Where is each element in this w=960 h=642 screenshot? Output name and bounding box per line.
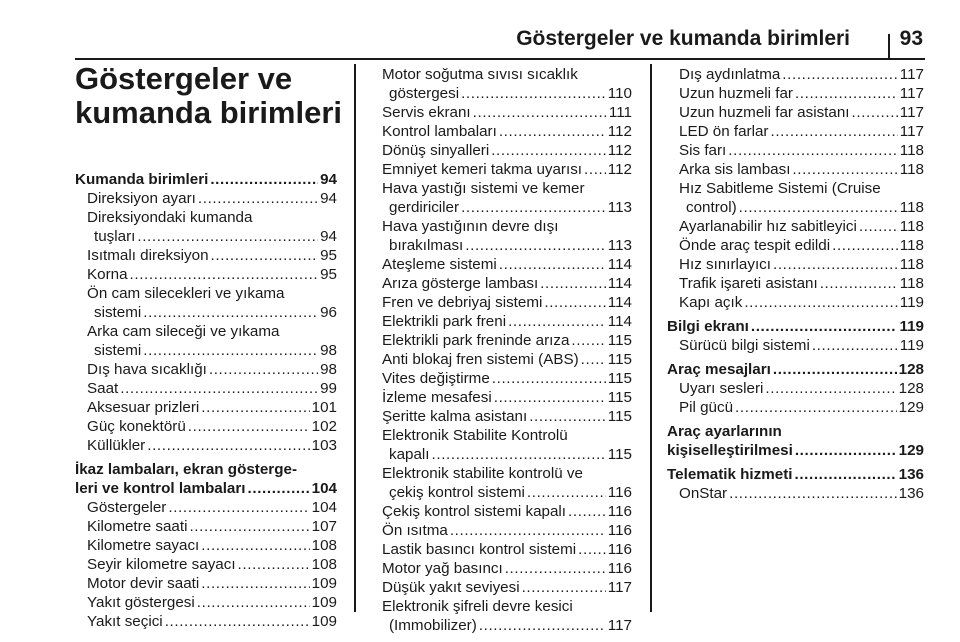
- toc-page-number: 136: [898, 466, 924, 483]
- toc-entry[interactable]: [370, 293, 632, 312]
- toc-page-number: 95: [320, 247, 337, 264]
- toc-entry[interactable]: [370, 578, 632, 597]
- toc-entry-text: Anti blokaj fren sistemi (ABS): [382, 351, 579, 368]
- toc-entry[interactable]: [370, 369, 632, 388]
- toc-entry-text-line1: İkaz lambaları, ekran gösterge-: [75, 461, 297, 478]
- toc-entry[interactable]: [75, 517, 337, 536]
- dot-leader: [432, 445, 606, 464]
- dot-leader: [168, 498, 309, 517]
- toc-entry-text: çekiş kontrol sistemi: [389, 484, 525, 501]
- toc-entry[interactable]: [370, 122, 632, 141]
- toc-entry-text: Göstergeler: [87, 499, 167, 516]
- dot-leader: [120, 379, 318, 398]
- toc-entry-text: Uyarı sesleri: [679, 380, 764, 397]
- toc-page-number: 95: [320, 266, 337, 283]
- toc-page-number: 113: [607, 237, 632, 254]
- toc-entry-text: Ateşleme sistemi: [382, 256, 497, 273]
- toc-page-number: 114: [607, 275, 632, 292]
- page-number: 93: [899, 27, 923, 50]
- toc-entry[interactable]: [667, 336, 924, 355]
- toc-entry[interactable]: [75, 208, 337, 246]
- toc-entry-text: Trafik işareti asistanı: [679, 275, 818, 292]
- toc-entry-text-line1: Motor soğutma sıvısı sıcaklık: [382, 66, 578, 83]
- toc-page-number: 115: [607, 408, 632, 425]
- toc-entry-text: Servis ekranı: [382, 104, 471, 121]
- toc-entry-text-line1: Ön cam silecekleri ve yıkama: [87, 285, 285, 302]
- toc-entry-text: Korna: [87, 266, 128, 283]
- toc-entry-text: Yakıt seçici: [87, 613, 163, 630]
- dot-leader: [581, 350, 606, 369]
- toc-entry-text: Kumanda birimleri: [75, 171, 209, 188]
- dot-leader: [544, 293, 605, 312]
- dot-leader: [165, 612, 310, 631]
- toc-entry-text: Kilometre saati: [87, 518, 188, 535]
- toc-entry[interactable]: [667, 379, 924, 398]
- toc-entry-text: Motor devir saati: [87, 575, 200, 592]
- toc-entry[interactable]: [370, 160, 632, 179]
- toc-entry[interactable]: [667, 484, 924, 503]
- dot-leader: [238, 555, 310, 574]
- toc-page-number: 115: [607, 370, 632, 387]
- column-divider-2: [650, 64, 652, 612]
- dot-leader: [211, 246, 319, 265]
- toc-entry-text: Ön ısıtma: [382, 522, 448, 539]
- toc-page-number: 116: [607, 522, 632, 539]
- toc-entry[interactable]: [75, 498, 337, 517]
- toc-entry[interactable]: [667, 160, 924, 179]
- toc-entry-text: göstergesi: [389, 85, 460, 102]
- toc-entry-text: Motor yağ basıncı: [382, 560, 503, 577]
- toc-page-number: 103: [311, 437, 337, 454]
- toc-entry[interactable]: [370, 464, 632, 502]
- toc-entry[interactable]: [667, 317, 924, 336]
- toc-entry-text: control): [686, 199, 737, 216]
- toc-page-number: 136: [898, 485, 924, 502]
- toc-page-number: 94: [320, 228, 337, 245]
- toc-page-number: 110: [607, 85, 632, 102]
- dot-leader: [492, 369, 606, 388]
- toc-page-number: 117: [899, 104, 924, 121]
- dot-leader: [450, 521, 606, 540]
- toc-entry[interactable]: [667, 236, 924, 255]
- dot-leader: [770, 122, 897, 141]
- toc-entry[interactable]: [75, 189, 337, 208]
- toc-entry-text: Fren ve debriyaj sistemi: [382, 294, 543, 311]
- dot-leader: [729, 484, 897, 503]
- dot-leader: [820, 274, 898, 293]
- toc-entry-text: Isıtmalı direksiyon: [87, 247, 209, 264]
- toc-entry-text: Ayarlanabilir hız sabitleyici: [679, 218, 857, 235]
- toc-page-number: 118: [899, 142, 924, 159]
- toc-entry-text: bırakılması: [389, 237, 464, 254]
- toc-page-number: 119: [899, 294, 924, 311]
- dot-leader: [130, 265, 319, 284]
- toc-entry[interactable]: [370, 502, 632, 521]
- toc-entry-text: Saat: [87, 380, 119, 397]
- toc-entry[interactable]: [75, 360, 337, 379]
- toc-page-number: 108: [311, 556, 337, 573]
- toc-page-number: 118: [899, 275, 924, 292]
- toc-entry[interactable]: [667, 465, 924, 484]
- toc-entry[interactable]: [75, 574, 337, 593]
- toc-entry-text: Önde araç tespit edildi: [679, 237, 831, 254]
- toc-entry-text: Kontrol lambaları: [382, 123, 497, 140]
- toc-entry-text: Sürücü bilgi sistemi: [679, 337, 810, 354]
- toc-entry[interactable]: [370, 141, 632, 160]
- dot-leader: [209, 360, 318, 379]
- toc-entry-text: Seyir kilometre sayacı: [87, 556, 236, 573]
- toc-entry-text-line1: Araç ayarlarının: [667, 423, 782, 440]
- dot-leader: [137, 227, 318, 246]
- dot-leader: [143, 341, 318, 360]
- toc-entry[interactable]: [667, 217, 924, 236]
- toc-entry-text: İzleme mesafesi: [382, 389, 492, 406]
- toc-entry-text-line1: Hız Sabitleme Sistemi (Cruise: [679, 180, 881, 197]
- toc-entry-text: Şeritte kalma asistanı: [382, 408, 528, 425]
- dot-leader: [197, 593, 310, 612]
- toc-page-number: 119: [899, 337, 924, 354]
- dot-leader: [248, 479, 310, 498]
- dot-leader: [461, 198, 606, 217]
- toc-entry[interactable]: [370, 350, 632, 369]
- dot-leader: [571, 331, 605, 350]
- dot-leader: [739, 198, 898, 217]
- toc-entry[interactable]: [75, 436, 337, 455]
- toc-page-number: 113: [607, 199, 632, 216]
- toc-list-2: [370, 65, 632, 635]
- dot-leader: [508, 312, 606, 331]
- toc-page-number: 115: [607, 389, 632, 406]
- toc-page-number: 109: [311, 594, 337, 611]
- toc-entry[interactable]: [75, 593, 337, 612]
- toc-entry-text: Araç mesajları: [667, 361, 771, 378]
- dot-leader: [773, 255, 898, 274]
- page-header: [0, 0, 960, 60]
- toc-entry-text: Emniyet kemeri takma uyarısı: [382, 161, 583, 178]
- dot-leader: [461, 84, 606, 103]
- toc-entry[interactable]: [370, 559, 632, 578]
- toc-entry[interactable]: [667, 65, 924, 84]
- dot-leader: [494, 388, 606, 407]
- toc-page-number: 116: [607, 484, 632, 501]
- toc-entry-text: Güç konektörü: [87, 418, 186, 435]
- toc-entry[interactable]: [667, 84, 924, 103]
- toc-page-number: 115: [607, 332, 632, 349]
- dot-leader: [529, 407, 606, 426]
- toc-entry[interactable]: [370, 65, 632, 103]
- toc-entry[interactable]: [667, 141, 924, 160]
- toc-entry[interactable]: [667, 422, 924, 460]
- dot-leader: [473, 103, 607, 122]
- toc-list-1: [75, 170, 337, 631]
- toc-page-number: 108: [311, 537, 337, 554]
- toc-page-number: 128: [898, 380, 924, 397]
- toc-entry-text: Uzun huzmeli far: [679, 85, 793, 102]
- dot-leader: [540, 274, 606, 293]
- toc-entry-text: Vites değiştirme: [382, 370, 490, 387]
- dot-leader: [147, 436, 309, 455]
- toc-entry[interactable]: [370, 426, 632, 464]
- toc-entry-text: Arıza gösterge lambası: [382, 275, 539, 292]
- toc-page-number: 119: [899, 318, 924, 335]
- toc-page-number: 117: [899, 85, 924, 102]
- toc-entry-text: Yakıt göstergesi: [87, 594, 195, 611]
- dot-leader: [584, 160, 606, 179]
- toc-entry-text: Direksiyon ayarı: [87, 190, 196, 207]
- toc-entry[interactable]: [370, 540, 632, 559]
- toc-entry[interactable]: [667, 179, 924, 217]
- dot-leader: [795, 441, 897, 460]
- toc-entry[interactable]: [75, 398, 337, 417]
- toc-entry[interactable]: [370, 274, 632, 293]
- toc-entry[interactable]: [370, 597, 632, 635]
- chapter-title-line1: Göstergeler ve: [75, 61, 293, 96]
- toc-entry-text-line1: Arka cam sileceği ve yıkama: [87, 323, 280, 340]
- toc-page-number: 107: [311, 518, 337, 535]
- dot-leader: [578, 540, 606, 559]
- dot-leader: [568, 502, 606, 521]
- toc-entry-text-line1: Hava yastığı sistemi ve kemer: [382, 180, 585, 197]
- toc-entry-text: Bilgi ekranı: [667, 318, 749, 335]
- toc-page-number: 128: [898, 361, 924, 378]
- toc-entry-text: gerdiriciler: [389, 199, 460, 216]
- dot-leader: [744, 293, 897, 312]
- toc-entry-text: Arka sis lambası: [679, 161, 791, 178]
- toc-list-3: [667, 65, 924, 503]
- toc-page-number: 114: [607, 313, 632, 330]
- toc-entry[interactable]: [75, 555, 337, 574]
- toc-page-number: 98: [320, 361, 337, 378]
- dot-leader: [859, 217, 898, 236]
- toc-entry[interactable]: [75, 460, 337, 498]
- toc-entry-text-line1: Direksiyondaki kumanda: [87, 209, 253, 226]
- toc-page-number: 118: [899, 161, 924, 178]
- toc-entry-text: Dış hava sıcaklığı: [87, 361, 207, 378]
- toc-page-number: 104: [311, 499, 337, 516]
- toc-page-number: 94: [320, 171, 337, 188]
- dot-leader: [812, 336, 898, 355]
- toc-entry[interactable]: [370, 312, 632, 331]
- dot-leader: [479, 616, 606, 635]
- dot-leader: [832, 236, 898, 255]
- dot-leader: [773, 360, 897, 379]
- toc-entry[interactable]: [75, 417, 337, 436]
- toc-entry-text: Küllükler: [87, 437, 146, 454]
- toc-entry-text: Hız sınırlayıcı: [679, 256, 771, 273]
- toc-page-number: 115: [607, 351, 632, 368]
- toc-entry-text: Kilometre sayacı: [87, 537, 200, 554]
- toc-page-number: 114: [607, 294, 632, 311]
- toc-page-number: 101: [311, 399, 337, 416]
- toc-entry[interactable]: [667, 122, 924, 141]
- header-title: Göstergeler ve kumanda birimleri: [516, 27, 850, 50]
- dot-leader: [189, 517, 309, 536]
- toc-entry-text: OnStar: [679, 485, 728, 502]
- toc-page-number: 114: [607, 256, 632, 273]
- toc-page-number: 96: [320, 304, 337, 321]
- toc-entry-text: Dönüş sinyalleri: [382, 142, 490, 159]
- toc-page-number: 102: [311, 418, 337, 435]
- dot-leader: [491, 141, 606, 160]
- toc-entry-text: Elektrikli park freni: [382, 313, 507, 330]
- toc-entry[interactable]: [75, 612, 337, 631]
- toc-entry-text: tuşları: [94, 228, 136, 245]
- toc-entry-text: Aksesuar prizleri: [87, 399, 200, 416]
- chapter-title-line2: kumanda birimleri: [75, 95, 343, 130]
- toc-entry-text: Lastik basıncı kontrol sistemi: [382, 541, 577, 558]
- dot-leader: [522, 578, 606, 597]
- dot-leader: [852, 103, 898, 122]
- toc-page-number: 99: [320, 380, 337, 397]
- toc-page-number: 109: [311, 613, 337, 630]
- toc-entry[interactable]: [75, 246, 337, 265]
- toc-page-number: 118: [899, 237, 924, 254]
- toc-entry[interactable]: [75, 265, 337, 284]
- toc-entry-text: LED ön farlar: [679, 123, 769, 140]
- toc-entry[interactable]: [667, 398, 924, 417]
- chapter-title: [75, 62, 345, 130]
- toc-page-number: 118: [899, 199, 924, 216]
- toc-page-number: 109: [311, 575, 337, 592]
- toc-page-number: 118: [899, 218, 924, 235]
- dot-leader: [728, 141, 898, 160]
- toc-entry[interactable]: [370, 521, 632, 540]
- toc-page-number: 117: [607, 617, 632, 634]
- toc-entry[interactable]: [75, 536, 337, 555]
- toc-entry[interactable]: [667, 360, 924, 379]
- dot-leader: [210, 170, 318, 189]
- toc-entry-text: Çekiş kontrol sistemi kapalı: [382, 503, 567, 520]
- toc-entry-text: Sis farı: [679, 142, 727, 159]
- dot-leader: [143, 303, 318, 322]
- dot-leader: [765, 379, 896, 398]
- toc-page-number: 129: [898, 442, 924, 459]
- toc-entry-text: kapalı: [389, 446, 430, 463]
- toc-page-number: 116: [607, 560, 632, 577]
- toc-entry[interactable]: [370, 217, 632, 255]
- toc-entry-text: Pil gücü: [679, 399, 734, 416]
- header-divider: [888, 34, 890, 59]
- toc-entry[interactable]: [667, 103, 924, 122]
- toc-page-number: 104: [311, 480, 337, 497]
- toc-entry[interactable]: [370, 255, 632, 274]
- toc-entry[interactable]: [667, 293, 924, 312]
- dot-leader: [735, 398, 897, 417]
- toc-page-number: 129: [898, 399, 924, 416]
- toc-entry-text: Kapı açık: [679, 294, 743, 311]
- toc-entry[interactable]: [370, 407, 632, 426]
- toc-entry[interactable]: [75, 379, 337, 398]
- dot-leader: [188, 417, 310, 436]
- dot-leader: [201, 398, 309, 417]
- toc-entry[interactable]: [667, 274, 924, 293]
- toc-entry-text: Elektrikli park freninde arıza: [382, 332, 570, 349]
- toc-entry[interactable]: [667, 255, 924, 274]
- toc-entry-text: kişiselleştirilmesi: [667, 442, 793, 459]
- toc-entry[interactable]: [75, 284, 337, 322]
- toc-entry[interactable]: [370, 331, 632, 350]
- dot-leader: [795, 84, 898, 103]
- toc-entry[interactable]: [370, 388, 632, 407]
- toc-entry[interactable]: [370, 179, 632, 217]
- dot-leader: [465, 236, 606, 255]
- toc-entry-text: Uzun huzmeli far asistanı: [679, 104, 850, 121]
- dot-leader: [794, 465, 896, 484]
- toc-page-number: 117: [899, 123, 924, 140]
- toc-page-number: 116: [607, 503, 632, 520]
- toc-entry-text: Telematik hizmeti: [667, 466, 793, 483]
- toc-entry-text: sistemi: [94, 342, 142, 359]
- toc-page-number: 112: [607, 142, 632, 159]
- toc-entry-text: Düşük yakıt seviyesi: [382, 579, 520, 596]
- header-rule: [75, 58, 925, 60]
- dot-leader: [201, 536, 309, 555]
- toc-entry-text-line1: Hava yastığının devre dışı: [382, 218, 559, 235]
- toc-page-number: 98: [320, 342, 337, 359]
- toc-page-number: 117: [899, 66, 924, 83]
- toc-page-number: 115: [607, 446, 632, 463]
- toc-entry-text: Dış aydınlatma: [679, 66, 781, 83]
- dot-leader: [751, 317, 898, 336]
- toc-entry-text: leri ve kontrol lambaları: [75, 480, 246, 497]
- toc-entry-text-line1: Elektronik şifreli devre kesici: [382, 598, 573, 615]
- toc-page-number: 118: [899, 256, 924, 273]
- toc-entry-text: (Immobilizer): [389, 617, 477, 634]
- toc-page-number: 117: [607, 579, 632, 596]
- toc-page-number: 116: [607, 541, 632, 558]
- toc-entry-text: sistemi: [94, 304, 142, 321]
- dot-leader: [499, 122, 606, 141]
- toc-entry-text-line1: Elektronik Stabilite Kontrolü: [382, 427, 568, 444]
- toc-page-number: 112: [607, 123, 632, 140]
- dot-leader: [792, 160, 897, 179]
- toc-page-number: 112: [607, 161, 632, 178]
- toc-entry-text-line1: Elektronik stabilite kontrolü ve: [382, 465, 583, 482]
- dot-leader: [527, 483, 606, 502]
- dot-leader: [499, 255, 606, 274]
- toc-page-number: 111: [608, 104, 632, 121]
- dot-leader: [782, 65, 897, 84]
- dot-leader: [201, 574, 309, 593]
- toc-page-number: 94: [320, 190, 337, 207]
- toc-entry[interactable]: [75, 322, 337, 360]
- column-divider-1: [354, 64, 356, 612]
- toc-entry[interactable]: [370, 103, 632, 122]
- toc-entry[interactable]: [75, 170, 337, 189]
- dot-leader: [198, 189, 318, 208]
- dot-leader: [505, 559, 606, 578]
